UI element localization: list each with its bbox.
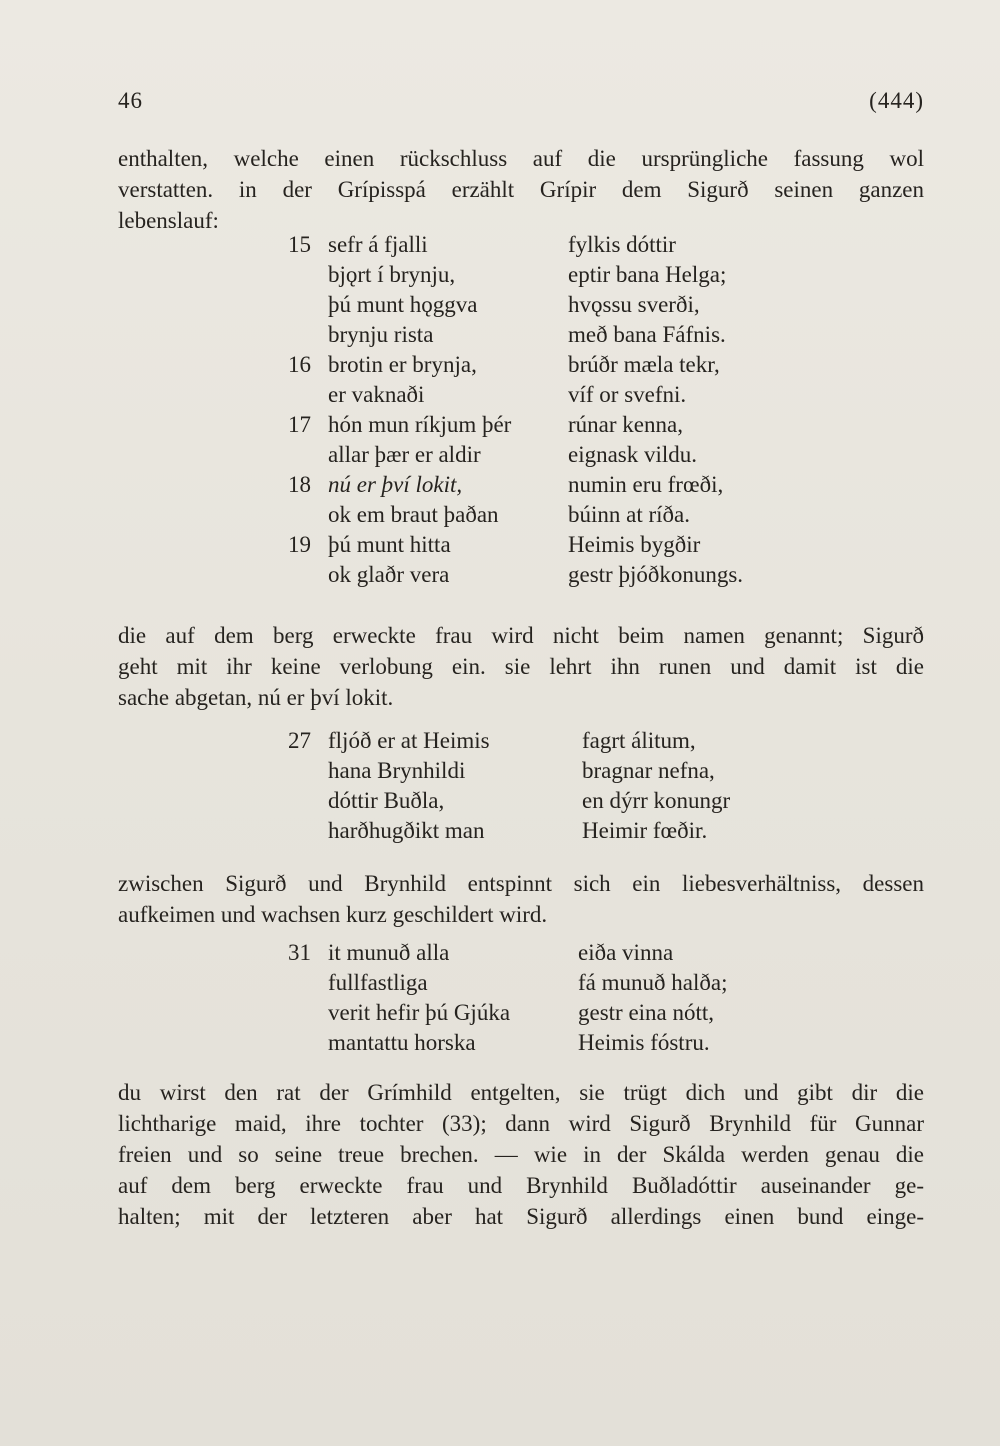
verse-row: [288, 1030, 727, 1060]
verse-half-b: numin eru frœði,: [568, 472, 724, 497]
paragraph-1: [118, 143, 924, 236]
verse-block-1: [288, 232, 743, 592]
text-line: freien und so seine treue brechen. — wie in der Skálda werden genau die: [118, 1142, 924, 1167]
text-line: lebenslauf:: [118, 208, 219, 233]
page-number: 46: [118, 88, 143, 113]
verse-half-b: búinn at ríða.: [568, 502, 690, 527]
verse-half-b: gestr þjóðkonungs.: [568, 562, 744, 587]
text-line: die auf dem berg erweckte frau wird nicht beim namen genannt; Sigurð: [118, 623, 924, 648]
stanza-number: 15: [288, 232, 311, 257]
verse-row: [288, 758, 730, 788]
text-line: auf dem berg erweckte frau und Brynhild Buðladóttir auseinander ge-: [118, 1173, 924, 1198]
verse-half-a: brotin er brynja,: [328, 352, 477, 377]
verse-half-a: allar þær er aldir: [328, 442, 481, 467]
verse-half-a: fljóð er at Heimis: [328, 728, 490, 753]
stanza-number: 16: [288, 352, 311, 377]
verse-half-b: gestr eina nótt,: [578, 1000, 715, 1025]
stanza-number: 18: [288, 472, 311, 497]
text-line: verstatten. in der Grípisspá erzählt Grípir dem Sigurð seinen ganzen: [118, 177, 924, 202]
verse-half-a: harðhugðikt man: [328, 818, 485, 843]
verse-row: [288, 502, 743, 532]
verse-half-a: bjǫrt í brynju,: [328, 262, 456, 287]
text-line: halten; mit der letzteren aber hat Sigurð allerdings einen bund einge-: [118, 1204, 924, 1229]
verse-half-a: hana Brynhildi: [328, 758, 466, 783]
verse-half-b: rúnar kenna,: [568, 412, 683, 437]
verse-half-b: Heimis fóstru.: [578, 1030, 710, 1055]
verse-half-a: it munuð alla: [328, 940, 450, 965]
verse-half-b: en dýrr konungr: [582, 788, 731, 813]
text-line: geht mit ihr keine verlobung ein. sie lehrt ihn runen und damit ist die: [118, 654, 924, 679]
verse-row: [288, 562, 743, 592]
verse-half-b: eignask vildu.: [568, 442, 698, 467]
stanza-number: 17: [288, 412, 311, 437]
text-line: sache abgetan, nú er því lokit.: [118, 685, 394, 710]
verse-row: [288, 262, 743, 292]
stanza-number: 27: [288, 728, 311, 753]
verse-row: [288, 412, 743, 442]
verse-row: [288, 472, 743, 502]
verse-half-a: hón mun ríkjum þér: [328, 412, 512, 437]
verse-half-b: brúðr mæla tekr,: [568, 352, 720, 377]
verse-block-3: [288, 940, 727, 1060]
paragraph-2: [118, 620, 924, 713]
paragraph-4: [118, 1077, 924, 1232]
text-line: lichtharige maid, ihre tochter (33); dann wird Sigurð Brynhild für Gunnar: [118, 1111, 924, 1136]
text-line: enthalten, welche einen rückschluss auf die ursprüngliche fassung wol: [118, 146, 924, 171]
verse-row: [288, 232, 743, 262]
text-line: aufkeimen und wachsen kurz geschildert wird.: [118, 902, 548, 927]
verse-half-a: brynju rista: [328, 322, 434, 347]
verse-half-b: fylkis dóttir: [568, 232, 676, 257]
verse-half-b: Heimir fœðir.: [582, 818, 708, 843]
verse-half-b: Heimis bygðir: [568, 532, 701, 557]
verse-half-a: sefr á fjalli: [328, 232, 428, 257]
verse-row: [288, 292, 743, 322]
verse-row: [288, 1000, 727, 1030]
verse-half-a: dóttir Buðla,: [328, 788, 445, 813]
stanza-number: 19: [288, 532, 311, 557]
verse-half-a: ok glaðr vera: [328, 562, 450, 587]
text-line: zwischen Sigurð und Brynhild entspinnt sich ein liebesverhältniss, dessen: [118, 871, 924, 896]
verse-half-b: víf or svefni.: [568, 382, 687, 407]
verse-half-b: eiða vinna: [578, 940, 674, 965]
verse-half-b: með bana Fáfnis.: [568, 322, 726, 347]
verse-row: [288, 728, 730, 758]
verse-half-a: verit hefir þú Gjúka: [328, 1000, 511, 1025]
verse-row: [288, 788, 730, 818]
verse-half-a: þú munt hǫggva: [328, 292, 478, 317]
verse-row: [288, 818, 730, 848]
verse-half-a: mantattu horska: [328, 1030, 476, 1055]
verse-half-a-italic: nú er því lokit,: [328, 472, 463, 497]
verse-row: [288, 382, 743, 412]
verse-row: [288, 940, 727, 970]
verse-row: [288, 970, 727, 1000]
verse-block-2: [288, 728, 730, 848]
verse-half-a: er vaknaði: [328, 382, 425, 407]
verse-half-b: fagrt álitum,: [582, 728, 696, 753]
verse-row: [288, 442, 743, 472]
signature-mark: (444): [869, 88, 924, 113]
text-line: du wirst den rat der Grímhild entgelten, sie trügt dich und gibt dir die: [118, 1080, 924, 1105]
stanza-number: 31: [288, 940, 311, 965]
verse-half-b: eptir bana Helga;: [568, 262, 727, 287]
verse-row: [288, 322, 743, 352]
paragraph-3: [118, 868, 924, 930]
verse-half-a: þú munt hitta: [328, 532, 451, 557]
verse-half-a: fullfastliga: [328, 970, 428, 995]
verse-half-b: bragnar nefna,: [582, 758, 715, 783]
verse-half-b: hvǫssu sverði,: [568, 292, 700, 317]
verse-half-a: ok em braut þaðan: [328, 502, 499, 527]
verse-row: [288, 352, 743, 382]
verse-half-b: fá munuð halða;: [578, 970, 728, 995]
verse-row: [288, 532, 743, 562]
